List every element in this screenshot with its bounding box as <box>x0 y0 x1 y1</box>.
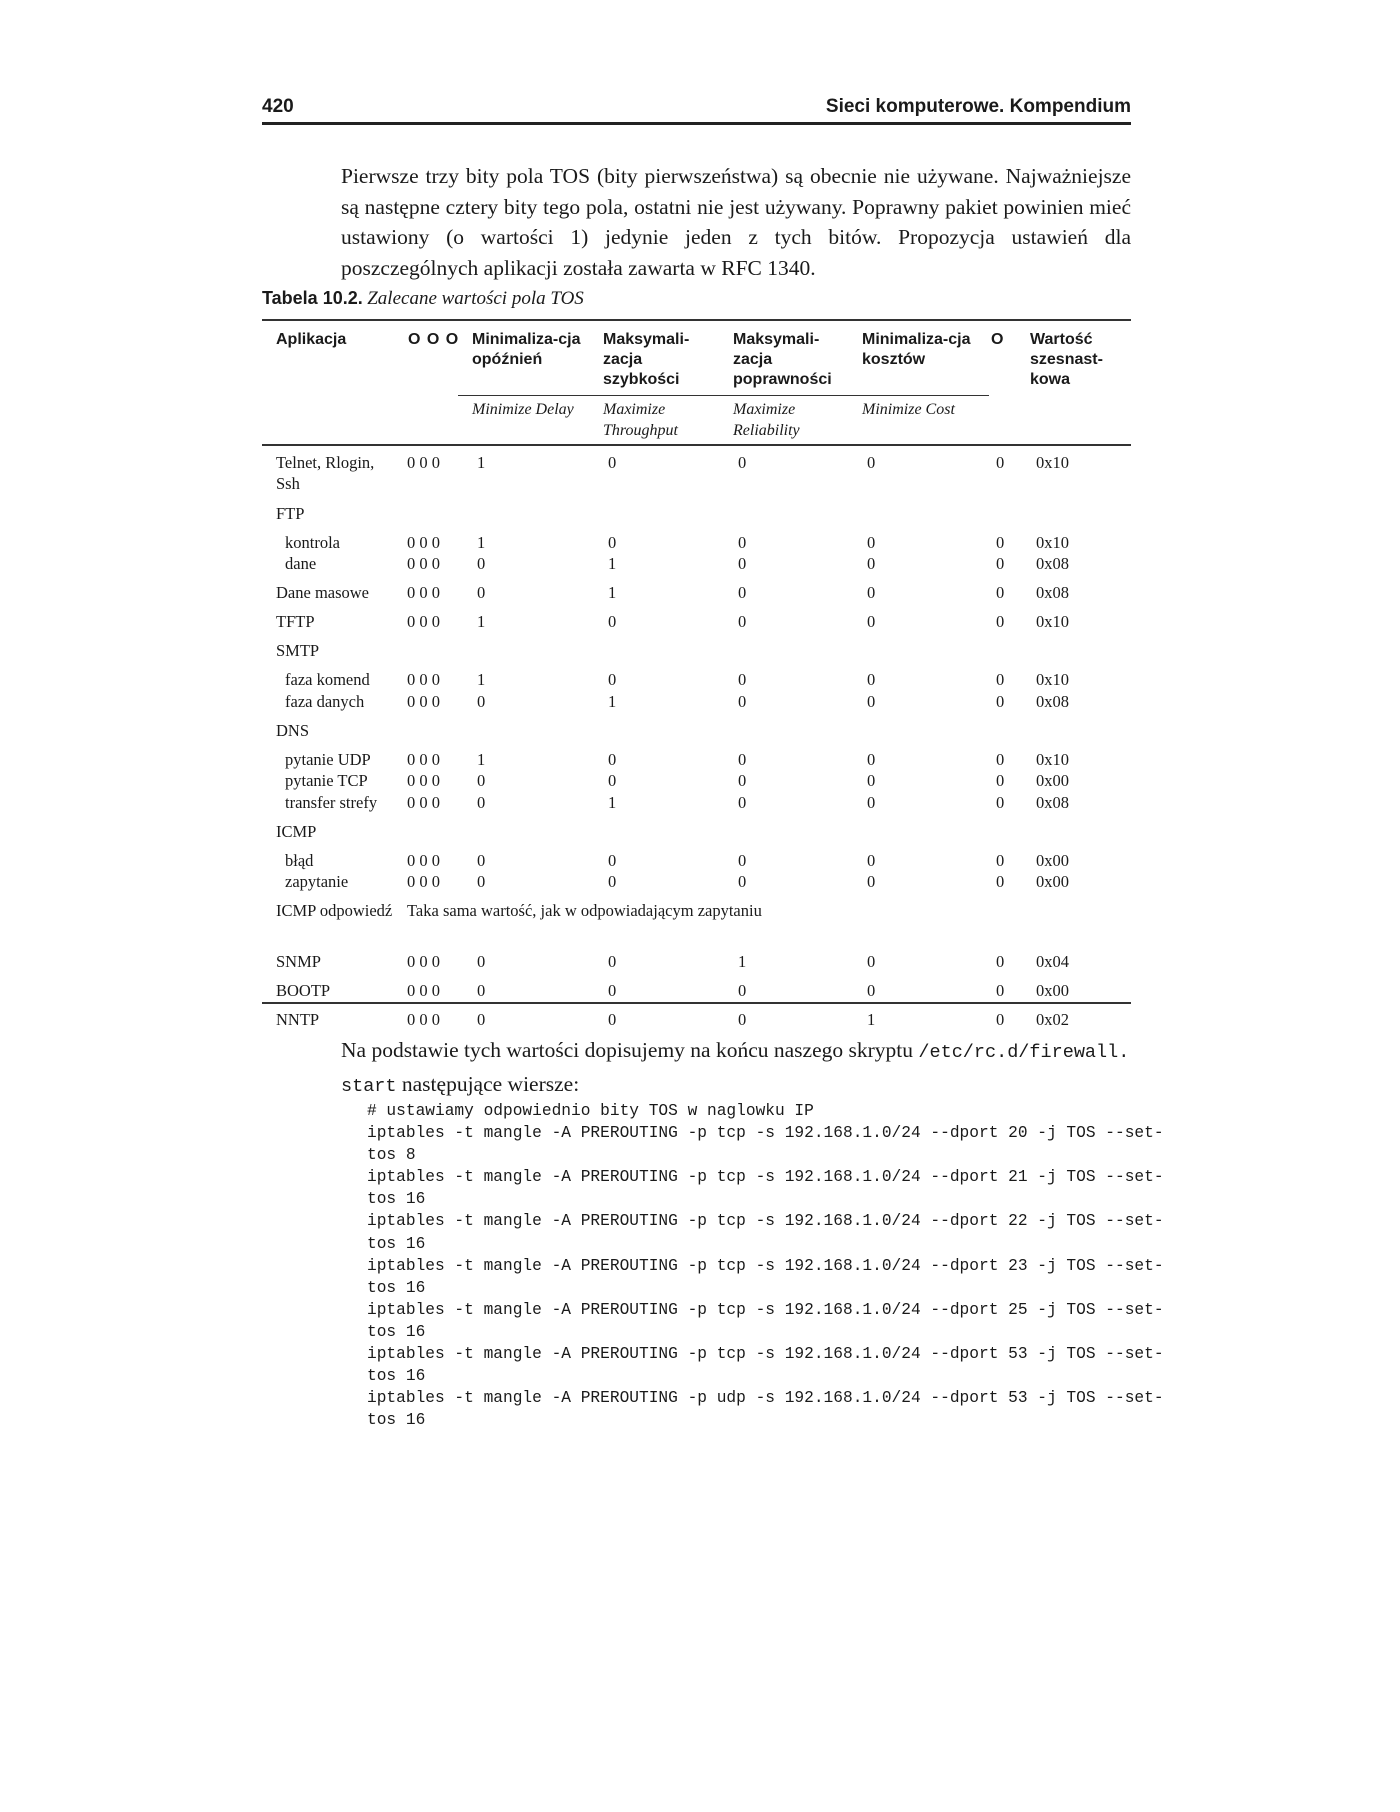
hex-cell: 0x00 <box>1036 980 1069 1000</box>
code-block <box>367 1100 1164 1431</box>
reliability-cell: 0 <box>738 771 747 790</box>
code-line: tos 16 <box>367 1190 426 1209</box>
code-line: iptables -t mangle -A PREROUTING -p tcp -s 192.168.1.0/24 --dport 53 -j TOS --set- <box>367 1345 1164 1364</box>
row-label: NNTP <box>276 1009 320 1029</box>
row-label: FTP <box>276 503 305 523</box>
bits-cell: 0 0 0 <box>407 771 440 790</box>
reliability-cell: 0 <box>738 872 747 891</box>
last-bit-cell: 0 <box>996 670 1005 689</box>
last-bit-cell: 0 <box>996 951 1005 971</box>
script-path-part1: /etc/rc.d/firewall. <box>918 1042 1130 1063</box>
delay-cell: 0 <box>477 583 486 602</box>
code-line: iptables -t mangle -A PREROUTING -p tcp -s 192.168.1.0/24 --dport 21 -j TOS --set- <box>367 1168 1164 1187</box>
hex-cell: 0x02 <box>1036 1009 1069 1029</box>
hex-cell: 0x08 <box>1036 792 1069 812</box>
delay-cell: 1 <box>477 612 486 631</box>
reliability-cell: 0 <box>738 691 747 711</box>
reliability-cell: 1 <box>738 951 747 971</box>
delay-cell: 0 <box>477 1009 486 1029</box>
code-line: # ustawiamy odpowiednio bity TOS w naglowku IP <box>367 1102 814 1120</box>
cost-cell: 0 <box>867 453 876 472</box>
reliability-cell: 0 <box>738 583 747 602</box>
header-delay: Minimaliza-cja opóźnień <box>472 331 581 368</box>
code-line: tos 8 <box>367 1146 416 1165</box>
code-line: iptables -t mangle -A PREROUTING -p udp -s 192.168.1.0/24 --dport 53 -j TOS --set- <box>367 1389 1164 1408</box>
outro-text-after: następujące wiersze: <box>396 1071 580 1096</box>
delay-cell: 0 <box>477 554 486 573</box>
delay-cell: 0 <box>477 792 486 812</box>
throughput-cell: 1 <box>608 691 617 711</box>
delay-cell: 0 <box>477 771 486 790</box>
last-bit-cell: 0 <box>996 1009 1005 1029</box>
last-bit-cell: 0 <box>996 583 1005 602</box>
cost-cell: 0 <box>867 872 876 891</box>
cost-cell: 0 <box>867 771 876 790</box>
delay-cell: 1 <box>477 532 486 552</box>
cost-cell: 0 <box>867 583 876 602</box>
reliability-cell: 0 <box>738 1009 747 1029</box>
row-note: Taka sama wartość, jak w odpowiadającym zapytaniu <box>407 901 762 920</box>
last-bit-cell: 0 <box>996 453 1005 472</box>
cost-cell: 0 <box>867 749 876 769</box>
delay-cell: 0 <box>477 951 486 971</box>
throughput-cell: 0 <box>608 1009 617 1029</box>
outro-paragraph <box>341 1035 1141 1102</box>
bits-cell: 0 0 0 <box>407 554 440 573</box>
hex-cell: 0x04 <box>1036 951 1069 971</box>
cost-cell: 0 <box>867 554 876 573</box>
row-label: SNMP <box>276 951 321 971</box>
reliability-cell: 0 <box>738 980 747 1000</box>
row-label: BOOTP <box>276 980 331 1000</box>
header-bottom-rule <box>262 444 1131 446</box>
throughput-cell: 0 <box>608 749 617 769</box>
throughput-cell: 1 <box>608 792 617 812</box>
delay-cell: 0 <box>477 691 486 711</box>
subheader-cost: Minimize Cost <box>862 401 955 418</box>
throughput-cell: 0 <box>608 771 617 790</box>
row-label: ICMP <box>276 821 317 841</box>
row-label: błąd <box>285 850 314 870</box>
throughput-cell: 0 <box>608 670 617 689</box>
reliability-cell: 0 <box>738 453 747 472</box>
header-reliability: Maksymali-zacja poprawności <box>733 331 832 388</box>
hex-cell: 0x08 <box>1036 554 1069 573</box>
page-number: 420 <box>262 96 294 117</box>
throughput-cell: 0 <box>608 872 617 891</box>
subheader-delay: Minimize Delay <box>472 401 574 418</box>
last-bit-cell: 0 <box>996 980 1005 1000</box>
bits-cell: 0 0 0 <box>407 453 440 472</box>
delay-cell: 1 <box>477 749 486 769</box>
header-throughput: Maksymali-zacja szybkości <box>603 331 690 388</box>
code-line: iptables -t mangle -A PREROUTING -p tcp -s 192.168.1.0/24 --dport 23 -j TOS --set- <box>367 1256 1164 1275</box>
table-top-rule <box>262 319 1131 321</box>
header-rule <box>262 122 1131 125</box>
delay-cell: 0 <box>477 850 486 870</box>
throughput-cell: 1 <box>608 554 617 573</box>
code-line: iptables -t mangle -A PREROUTING -p tcp -s 192.168.1.0/24 --dport 25 -j TOS --set- <box>367 1300 1164 1319</box>
cost-cell: 0 <box>867 951 876 971</box>
hex-cell: 0x10 <box>1036 670 1069 689</box>
running-header <box>262 96 1131 124</box>
reliability-cell: 0 <box>738 670 747 689</box>
hex-cell: 0x00 <box>1036 771 1069 790</box>
row-label: ICMP odpowiedź <box>276 901 393 920</box>
bits-cell: 0 0 0 <box>407 850 440 870</box>
bits-cell: 0 0 0 <box>407 980 440 1000</box>
reliability-cell: 0 <box>738 850 747 870</box>
reliability-cell: 0 <box>738 749 747 769</box>
header-bits: O O O <box>408 331 459 348</box>
last-bit-cell: 0 <box>996 691 1005 711</box>
row-label: zapytanie <box>285 872 349 891</box>
row-label: Telnet, Rlogin, Ssh <box>276 453 375 493</box>
row-label: faza komend <box>285 670 370 689</box>
last-bit-cell: 0 <box>996 792 1005 812</box>
delay-cell: 1 <box>477 453 486 472</box>
throughput-cell: 0 <box>608 951 617 971</box>
row-label: dane <box>285 554 317 573</box>
bits-cell: 0 0 0 <box>407 670 440 689</box>
code-line: tos 16 <box>367 1411 426 1430</box>
last-bit-cell: 0 <box>996 850 1005 870</box>
table-bottom-rule <box>262 1002 1131 1004</box>
throughput-cell: 0 <box>608 850 617 870</box>
row-label: TFTP <box>276 612 315 631</box>
cost-cell: 0 <box>867 691 876 711</box>
throughput-cell: 0 <box>608 612 617 631</box>
reliability-cell: 0 <box>738 554 747 573</box>
bits-cell: 0 0 0 <box>407 792 440 812</box>
row-label: SMTP <box>276 641 320 660</box>
code-line: iptables -t mangle -A PREROUTING -p tcp -s 192.168.1.0/24 --dport 20 -j TOS --set- <box>367 1124 1164 1143</box>
code-line: tos 16 <box>367 1367 426 1386</box>
row-label: faza danych <box>285 691 365 711</box>
bits-cell: 0 0 0 <box>407 691 440 711</box>
last-bit-cell: 0 <box>996 771 1005 790</box>
row-label: transfer strefy <box>285 792 378 812</box>
book-title: Sieci komputerowe. Kompendium <box>825 96 1131 117</box>
throughput-cell: 0 <box>608 532 617 552</box>
subheader-reliability: Maximize Reliability <box>733 401 800 439</box>
hex-cell: 0x10 <box>1036 749 1069 769</box>
bits-cell: 0 0 0 <box>407 951 440 971</box>
script-path-part2: start <box>341 1075 397 1097</box>
header-last-bit: O <box>991 331 1004 348</box>
bits-cell: 0 0 0 <box>407 749 440 769</box>
delay-cell: 1 <box>477 670 486 689</box>
row-label: kontrola <box>285 532 340 552</box>
throughput-cell: 0 <box>608 980 617 1000</box>
code-line: tos 16 <box>367 1234 426 1253</box>
reliability-cell: 0 <box>738 612 747 631</box>
cost-cell: 0 <box>867 850 876 870</box>
intro-paragraph: Pierwsze trzy bity pola TOS (bity pierwszeństwa) są obecnie nie używane. Najważniejsze są następne cztery bity tego pola, ostatni nie jest używany. Poprawny pakiet powinien mieć ustawiony (o wartości 1) jedynie jeden z tych bitów. Propozycja ustawień dla poszczególnych aplikacji została zawarta w RFC 1340. <box>341 164 1131 280</box>
outro-text-before: Na podstawie tych wartości dopisujemy na końcu naszego skryptu <box>341 1038 919 1062</box>
bits-cell: 0 0 0 <box>407 612 440 631</box>
hex-cell: 0x08 <box>1036 583 1069 602</box>
bits-cell: 0 0 0 <box>407 872 440 891</box>
delay-cell: 0 <box>477 872 486 891</box>
header-app: Aplikacja <box>276 331 347 348</box>
last-bit-cell: 0 <box>996 554 1005 573</box>
code-line: tos 16 <box>367 1278 426 1297</box>
hex-cell: 0x10 <box>1036 453 1069 472</box>
last-bit-cell: 0 <box>996 749 1005 769</box>
table-caption-label: Tabela 10.2. <box>262 288 363 308</box>
hex-cell: 0x08 <box>1036 691 1069 711</box>
hex-cell: 0x10 <box>1036 612 1069 631</box>
last-bit-cell: 0 <box>996 612 1005 631</box>
hex-cell: 0x10 <box>1036 532 1069 552</box>
cost-cell: 0 <box>867 792 876 812</box>
row-label: Dane masowe <box>276 583 370 602</box>
cost-cell: 0 <box>867 612 876 631</box>
header-subrule <box>458 395 989 396</box>
cost-cell: 0 <box>867 980 876 1000</box>
table-caption <box>262 288 584 310</box>
cost-cell: 1 <box>867 1009 876 1029</box>
table-caption-text: Zalecane wartości pola TOS <box>367 288 584 309</box>
throughput-cell: 1 <box>608 583 617 602</box>
row-label: DNS <box>276 720 310 740</box>
header-hex: Wartość szesnast-kowa <box>1030 331 1103 388</box>
code-line: tos 16 <box>367 1322 426 1341</box>
reliability-cell: 0 <box>738 792 747 812</box>
bits-cell: 0 0 0 <box>407 532 440 552</box>
last-bit-cell: 0 <box>996 532 1005 552</box>
cost-cell: 0 <box>867 670 876 689</box>
bits-cell: 0 0 0 <box>407 1009 440 1029</box>
code-line: iptables -t mangle -A PREROUTING -p tcp -s 192.168.1.0/24 --dport 22 -j TOS --set- <box>367 1212 1164 1231</box>
header-cost: Minimaliza-cja kosztów <box>862 331 971 368</box>
bits-cell: 0 0 0 <box>407 583 440 602</box>
cost-cell: 0 <box>867 532 876 552</box>
row-label: pytanie TCP <box>285 771 368 790</box>
hex-cell: 0x00 <box>1036 850 1069 870</box>
hex-cell: 0x00 <box>1036 872 1069 891</box>
delay-cell: 0 <box>477 980 486 1000</box>
last-bit-cell: 0 <box>996 872 1005 891</box>
row-label: pytanie UDP <box>285 749 371 769</box>
reliability-cell: 0 <box>738 532 747 552</box>
throughput-cell: 0 <box>608 453 617 472</box>
subheader-throughput: Maximize Throughput <box>603 401 678 439</box>
